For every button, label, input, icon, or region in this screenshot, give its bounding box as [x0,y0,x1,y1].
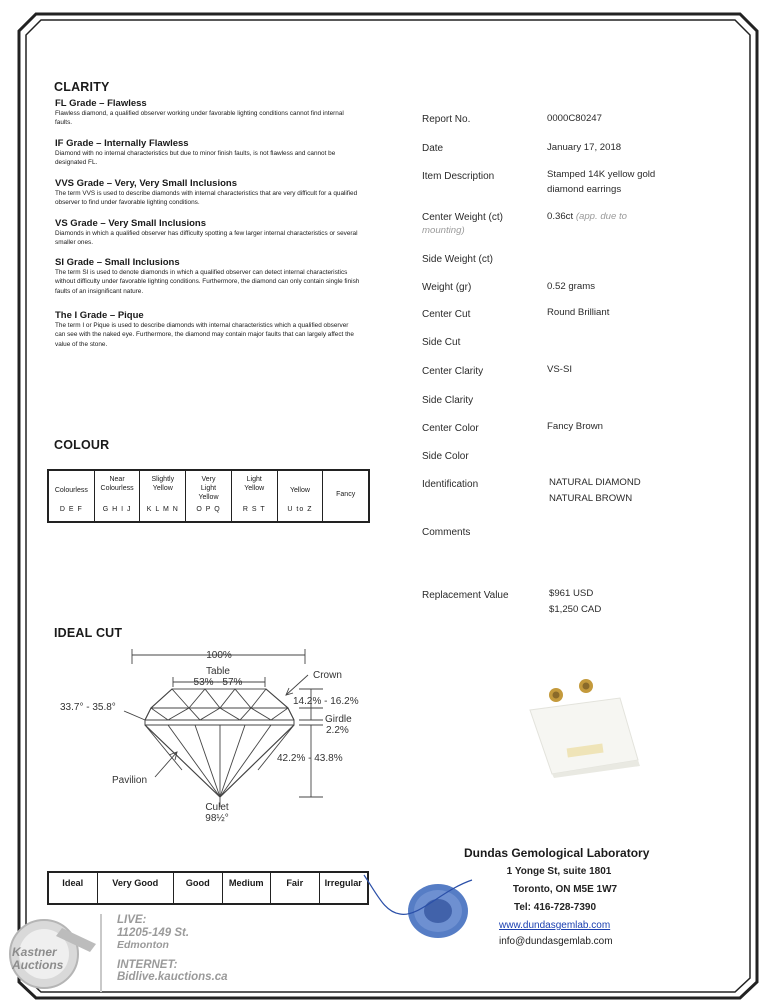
earrings-photo [522,668,642,778]
grade-title: The I Grade – Pique [55,310,144,321]
hologram-seal [360,866,480,946]
width-label: 100% [206,650,232,661]
crown-angle-label: 33.7° - 35.8° [60,702,116,713]
live-label: LIVE: [117,914,147,926]
field-label-note: mounting) [422,225,465,236]
grade-fl [55,98,360,138]
grade-i [55,310,360,349]
field-value: Round Brilliant [547,307,610,318]
pavilion-pct-label: 42.2% - 43.8% [277,753,343,764]
colour-cell [186,471,232,521]
grade-desc: The term SI is used to denote diamonds in which a qualified observer can detect internal characteristics without difficulty under favorable lighting conditions. Furthermore, the diamond can only contain single finish faults of an insignificant nature. [55,269,360,295]
field-value: January 17, 2018 [547,142,622,153]
colour-grades: G H I J [102,506,132,513]
culet-label: Culet [205,802,229,813]
grade-vvs [55,178,360,218]
field-label: Side Weight (ct) [422,254,493,265]
field-value: $961 USD [549,588,594,599]
field-label: Comments [422,527,471,538]
colour-heading: COLOUR [54,438,110,452]
grade-title: VVS Grade – Very, Very Small Inclusions [55,178,237,189]
field-label: Report No. [422,114,471,125]
cut-grade-cell: Irregular [324,878,362,888]
field-label: Identification [422,479,479,490]
colour-grades: D E F [59,506,83,513]
grade-title: SI Grade – Small Inclusions [55,257,180,268]
field-value: 0.36ct [547,211,574,222]
colour-name: Near Colourless [100,476,134,492]
live-address-2: Edmonton [117,939,169,951]
cut-grade-cell: Very Good [98,873,175,903]
lab-name: Dundas Gemological Laboratory [464,846,650,860]
clarity-grades [55,98,360,349]
colour-scale-table [47,469,370,523]
field-value: 0000C80247 [547,113,602,124]
crown-pct-label: 14.2% - 16.2% [293,696,359,707]
colour-name: Colourless [54,487,88,494]
field-label: Item Description [422,171,495,182]
grade-vs [55,218,360,257]
field-value: Stamped 14K yellow gold diamond earrings [547,169,656,195]
clarity-heading: CLARITY [54,80,110,94]
field-label: Side Cut [422,337,461,348]
field-value: VS-SI [547,364,573,375]
colour-cell [49,471,95,521]
pavilion-label: Pavilion [112,775,148,786]
field-value-2: $1,250 CAD [549,604,602,615]
grade-desc: Diamonds in which a qualified observer has difficulty spotting a few larger internal characteristics or several smaller ones. [55,230,358,247]
colour-grades: R S T [242,506,266,513]
field-label: Center Clarity [422,366,484,377]
girdle-pct-label: 2.2% [326,725,349,736]
cut-grade-cell: Good [174,873,223,903]
grade-si [55,257,360,310]
colour-cell [232,471,278,521]
table-label: Table [206,666,230,677]
lab-website-link[interactable]: www.dundasgemlab.com [499,920,611,931]
colour-grades: U to Z [287,506,313,513]
internet-url: Bidlive.kauctions.ca [117,971,228,983]
center-weight-value [547,210,627,225]
diamond-diagram [50,642,370,827]
lab-address-1: 1 Yonge St, suite 1801 [506,866,612,877]
grade-desc: The term I or Pique is used to describe diamonds with internal characteristics which a qualified observer can see with the naked eye. Furthermore, the diamond may contain major faults that can largely affect the value of the stone. [55,322,354,348]
colour-name: Fancy [336,491,356,498]
grade-desc: The term VVS is used to describe diamonds with internal characteristics that are very difficult for a qualified observer to find under favorable lighting conditions. [55,190,358,207]
table-range-label: 53% - 57% [193,677,243,688]
lab-address-2: Toronto, ON M5E 1W7 [512,884,618,895]
colour-name: Very Light Yellow [198,476,219,501]
colour-grades: O P Q [196,506,221,513]
field-value: 0.52 grams [547,281,595,292]
colour-name: Slightly Yellow [151,476,175,492]
colour-cell [278,471,324,521]
field-value-note: (app. due to [575,211,628,222]
cut-grade-cell: Fair [271,873,320,903]
field-label: Replacement Value [422,590,509,601]
field-value-2: NATURAL BROWN [549,493,633,504]
field-label: Date [422,143,444,154]
live-address-1: 11205-149 St. [117,926,190,939]
field-label: Center Color [422,423,479,434]
field-label: Weight (gr) [422,282,472,293]
grade-title: FL Grade – Flawless [55,98,147,109]
auction-watermark [4,914,244,998]
colour-cell [95,471,141,521]
colour-name: Yellow [289,487,310,494]
grade-if [55,138,360,178]
internet-label: INTERNET: [117,958,178,971]
grade-title: IF Grade – Internally Flawless [55,138,189,149]
field-value: NATURAL DIAMOND [549,477,641,488]
crown-label: Crown [313,670,342,681]
grade-desc: Flawless diamond, a qualified observer working under favorable lighting conditions cannot find internal faults. [55,110,344,127]
field-label: Center Weight (ct) [422,212,503,223]
lab-email: info@dundasgemlab.com [499,936,613,947]
auction-brand: Kastner Auctions [12,945,64,972]
field-label: Side Clarity [422,395,474,406]
colour-cell [140,471,186,521]
ideal-cut-heading: IDEAL CUT [54,626,123,640]
field-label: Center Cut [422,309,471,320]
girdle-label: Girdle [325,714,352,725]
grade-desc: Diamond with no internal characteristics but due to minor finish faults, is not flawless and cannot be designated FL. [55,150,336,167]
colour-cell [323,471,368,521]
colour-grades: K L M N [146,506,179,513]
colour-name: Light Yellow [244,476,265,492]
cut-grade-cell: Ideal [49,873,98,903]
lab-phone: Tel: 416-728-7390 [513,902,597,913]
cut-grade-table [47,871,369,905]
watermark-divider [100,914,102,992]
field-label: Side Color [422,451,469,462]
culet-value: 98½° [205,813,229,824]
grade-title: VS Grade – Very Small Inclusions [55,218,207,229]
cut-grade-cell: Medium [223,873,272,903]
field-value: Fancy Brown [547,421,603,432]
